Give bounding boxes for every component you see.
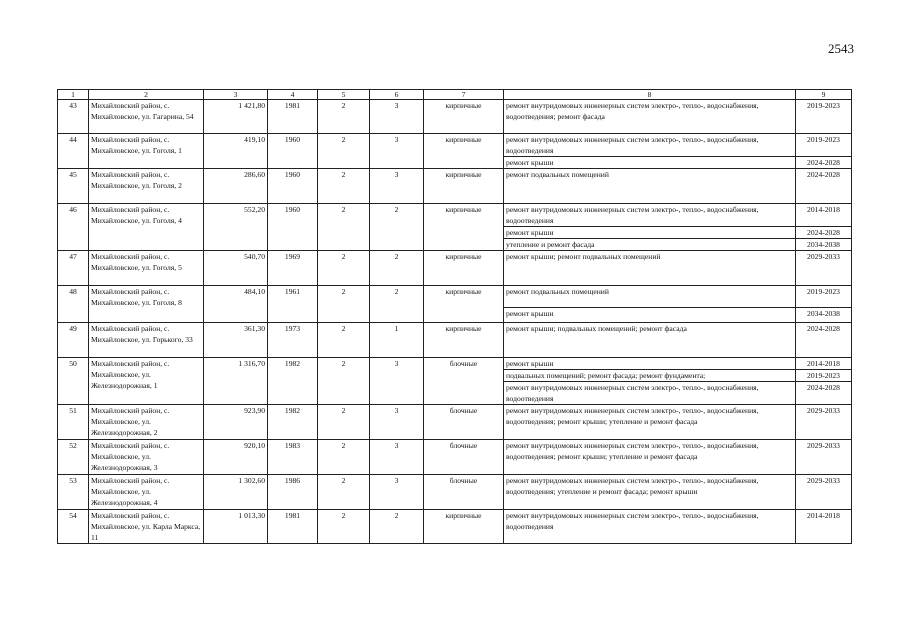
area-cell: 484,10 — [204, 286, 268, 323]
row-number-cell: 43 — [58, 100, 89, 134]
work-type-cell: ремонт крыши; подвальных помещений; ремонт фасада — [504, 323, 796, 358]
material-cell: кирпичные — [424, 100, 504, 134]
entrances-cell: 3 — [370, 100, 424, 134]
table-row — [58, 323, 852, 358]
address-cell: Михайловский район, с. Михайловское, ул. Железнодорожная, 2 — [89, 405, 204, 440]
material-cell: кирпичные — [424, 251, 504, 286]
address-cell: Михайловский район, с. Михайловское, ул. Гагарина, 54 — [89, 100, 204, 134]
area-cell: 920,10 — [204, 440, 268, 475]
column-number: 1 — [58, 90, 89, 100]
floors-cell: 2 — [318, 358, 370, 405]
entrances-cell: 2 — [370, 286, 424, 323]
work-type-cell: ремонт внутридомовых инженерных систем электро-, тепло-, водоснабжения, водоотведения — [504, 204, 796, 227]
area-cell: 552,20 — [204, 204, 268, 251]
table-row — [58, 204, 852, 227]
address-cell: Михайловский район, с. Михайловское, ул. Гоголя, 5 — [89, 251, 204, 286]
table-row — [58, 358, 852, 370]
material-cell: кирпичные — [424, 204, 504, 251]
year-cell: 1982 — [268, 405, 318, 440]
material-cell: блочные — [424, 475, 504, 510]
address-cell: Михайловский район, с. Михайловское, ул. Карла Маркса, 11 — [89, 510, 204, 544]
row-number-cell: 44 — [58, 134, 89, 169]
work-type-cell: ремонт крыши — [504, 308, 796, 323]
row-number-cell: 47 — [58, 251, 89, 286]
table-row — [58, 405, 852, 440]
material-cell: блочные — [424, 358, 504, 405]
period-cell: 2014-2018 — [796, 510, 852, 544]
column-number: 6 — [370, 90, 424, 100]
work-type-cell: ремонт крыши — [504, 157, 796, 169]
area-cell: 1 013,30 — [204, 510, 268, 544]
page-number: 2543 — [828, 41, 854, 56]
work-type-cell: ремонт подвальных помещений — [504, 286, 796, 308]
address-cell: Михайловский район, с. Михайловское, ул. Железнодорожная, 3 — [89, 440, 204, 475]
row-number-cell: 48 — [58, 286, 89, 323]
work-type-cell: ремонт внутридомовых инженерных систем электро-, тепло-, водоснабжения, водоотведения; утепление и ремонт фасада; ремонт крыши — [504, 475, 796, 510]
period-cell: 2024-2028 — [796, 157, 852, 169]
column-number: 7 — [424, 90, 504, 100]
period-cell: 2029-2033 — [796, 440, 852, 475]
period-cell: 2024-2028 — [796, 382, 852, 405]
column-number: 2 — [89, 90, 204, 100]
table-row — [58, 440, 852, 475]
row-number-cell: 49 — [58, 323, 89, 358]
floors-cell: 2 — [318, 134, 370, 169]
year-cell: 1982 — [268, 358, 318, 405]
work-type-cell: ремонт подвальных помещений — [504, 169, 796, 204]
area-cell: 540,70 — [204, 251, 268, 286]
period-cell: 2024-2028 — [796, 227, 852, 239]
floors-cell: 2 — [318, 440, 370, 475]
year-cell: 1961 — [268, 286, 318, 323]
year-cell: 1986 — [268, 475, 318, 510]
entrances-cell: 3 — [370, 358, 424, 405]
material-cell: кирпичные — [424, 134, 504, 169]
period-cell: 2014-2018 — [796, 358, 852, 370]
period-cell: 2029-2033 — [796, 405, 852, 440]
column-number: 8 — [504, 90, 796, 100]
row-number-cell: 50 — [58, 358, 89, 405]
year-cell: 1960 — [268, 134, 318, 169]
table-row — [58, 134, 852, 157]
work-type-cell: подвальных помещений; ремонт фасада; ремонт фундамента; — [504, 370, 796, 382]
work-type-cell: ремонт внутридомовых инженерных систем электро-, тепло-, водоснабжения, водоотведения — [504, 134, 796, 157]
table-row — [58, 286, 852, 308]
material-cell: кирпичные — [424, 323, 504, 358]
row-number-cell: 45 — [58, 169, 89, 204]
floors-cell: 2 — [318, 251, 370, 286]
year-cell: 1973 — [268, 323, 318, 358]
table-row — [58, 475, 852, 510]
table-row — [58, 100, 852, 134]
work-type-cell: ремонт крыши — [504, 358, 796, 370]
floors-cell: 2 — [318, 204, 370, 251]
work-type-cell: ремонт внутридомовых инженерных систем электро-, тепло-, водоснабжения, водоотведения — [504, 382, 796, 405]
area-cell: 286,60 — [204, 169, 268, 204]
address-cell: Михайловский район, с. Михайловское, ул. Гоголя, 4 — [89, 204, 204, 251]
work-type-cell: ремонт крыши; ремонт подвальных помещений — [504, 251, 796, 286]
entrances-cell: 1 — [370, 323, 424, 358]
work-type-cell: ремонт внутридомовых инженерных систем электро-, тепло-, водоснабжения, водоотведения; ремонт крыши; утепление и ремонт фасада — [504, 440, 796, 475]
column-number: 3 — [204, 90, 268, 100]
row-number-cell: 52 — [58, 440, 89, 475]
entrances-cell: 2 — [370, 204, 424, 251]
material-cell: блочные — [424, 440, 504, 475]
column-number-row — [58, 90, 852, 100]
year-cell: 1981 — [268, 100, 318, 134]
area-cell: 1 316,70 — [204, 358, 268, 405]
period-cell: 2014-2018 — [796, 204, 852, 227]
material-cell: блочные — [424, 405, 504, 440]
entrances-cell: 2 — [370, 251, 424, 286]
floors-cell: 2 — [318, 323, 370, 358]
material-cell: кирпичные — [424, 286, 504, 323]
address-cell: Михайловский район, с. Михайловское, ул. Железнодорожная, 1 — [89, 358, 204, 405]
area-cell: 361,30 — [204, 323, 268, 358]
period-cell: 2024-2028 — [796, 169, 852, 204]
work-type-cell: утепление и ремонт фасада — [504, 239, 796, 251]
year-cell: 1981 — [268, 510, 318, 544]
work-type-cell: ремонт внутридомовых инженерных систем электро-, тепло-, водоснабжения, водоотведения; ремонт крыши; утепление и ремонт фасада — [504, 405, 796, 440]
floors-cell: 2 — [318, 169, 370, 204]
period-cell: 2024-2028 — [796, 323, 852, 358]
entrances-cell: 3 — [370, 134, 424, 169]
housing-repair-table — [57, 89, 852, 544]
address-cell: Михайловский район, с. Михайловское, ул. Гоголя, 8 — [89, 286, 204, 323]
work-type-cell: ремонт внутридомовых инженерных систем электро-, тепло-, водоснабжения, водоотведения; ремонт фасада — [504, 100, 796, 134]
period-cell: 2034-2038 — [796, 239, 852, 251]
address-cell: Михайловский район, с. Михайловское, ул. Железнодорожная, 4 — [89, 475, 204, 510]
period-cell: 2034-2038 — [796, 308, 852, 323]
floors-cell: 2 — [318, 475, 370, 510]
period-cell: 2029-2033 — [796, 475, 852, 510]
area-cell: 923,90 — [204, 405, 268, 440]
column-number: 4 — [268, 90, 318, 100]
row-number-cell: 54 — [58, 510, 89, 544]
floors-cell: 2 — [318, 405, 370, 440]
work-type-cell: ремонт внутридомовых инженерных систем электро-, тепло-, водоснабжения, водоотведения — [504, 510, 796, 544]
entrances-cell: 2 — [370, 510, 424, 544]
address-cell: Михайловский район, с. Михайловское, ул. Гоголя, 2 — [89, 169, 204, 204]
floors-cell: 2 — [318, 100, 370, 134]
period-cell: 2019-2023 — [796, 100, 852, 134]
row-number-cell: 53 — [58, 475, 89, 510]
period-cell: 2019-2023 — [796, 370, 852, 382]
period-cell: 2019-2023 — [796, 286, 852, 308]
year-cell: 1969 — [268, 251, 318, 286]
entrances-cell: 3 — [370, 405, 424, 440]
table-row — [58, 251, 852, 286]
entrances-cell: 3 — [370, 440, 424, 475]
year-cell: 1983 — [268, 440, 318, 475]
entrances-cell: 3 — [370, 475, 424, 510]
material-cell: кирпичные — [424, 510, 504, 544]
floors-cell: 2 — [318, 286, 370, 323]
table-row — [58, 169, 852, 204]
work-type-cell: ремонт крыши — [504, 227, 796, 239]
address-cell: Михайловский район, с. Михайловское, ул. Горького, 33 — [89, 323, 204, 358]
year-cell: 1960 — [268, 204, 318, 251]
period-cell: 2029-2033 — [796, 251, 852, 286]
year-cell: 1960 — [268, 169, 318, 204]
material-cell: кирпичные — [424, 169, 504, 204]
entrances-cell: 3 — [370, 169, 424, 204]
address-cell: Михайловский район, с. Михайловское, ул. Гоголя, 1 — [89, 134, 204, 169]
table-row — [58, 510, 852, 544]
row-number-cell: 46 — [58, 204, 89, 251]
column-number: 9 — [796, 90, 852, 100]
area-cell: 419,10 — [204, 134, 268, 169]
area-cell: 1 421,80 — [204, 100, 268, 134]
row-number-cell: 51 — [58, 405, 89, 440]
period-cell: 2019-2023 — [796, 134, 852, 157]
floors-cell: 2 — [318, 510, 370, 544]
area-cell: 1 302,60 — [204, 475, 268, 510]
column-number: 5 — [318, 90, 370, 100]
